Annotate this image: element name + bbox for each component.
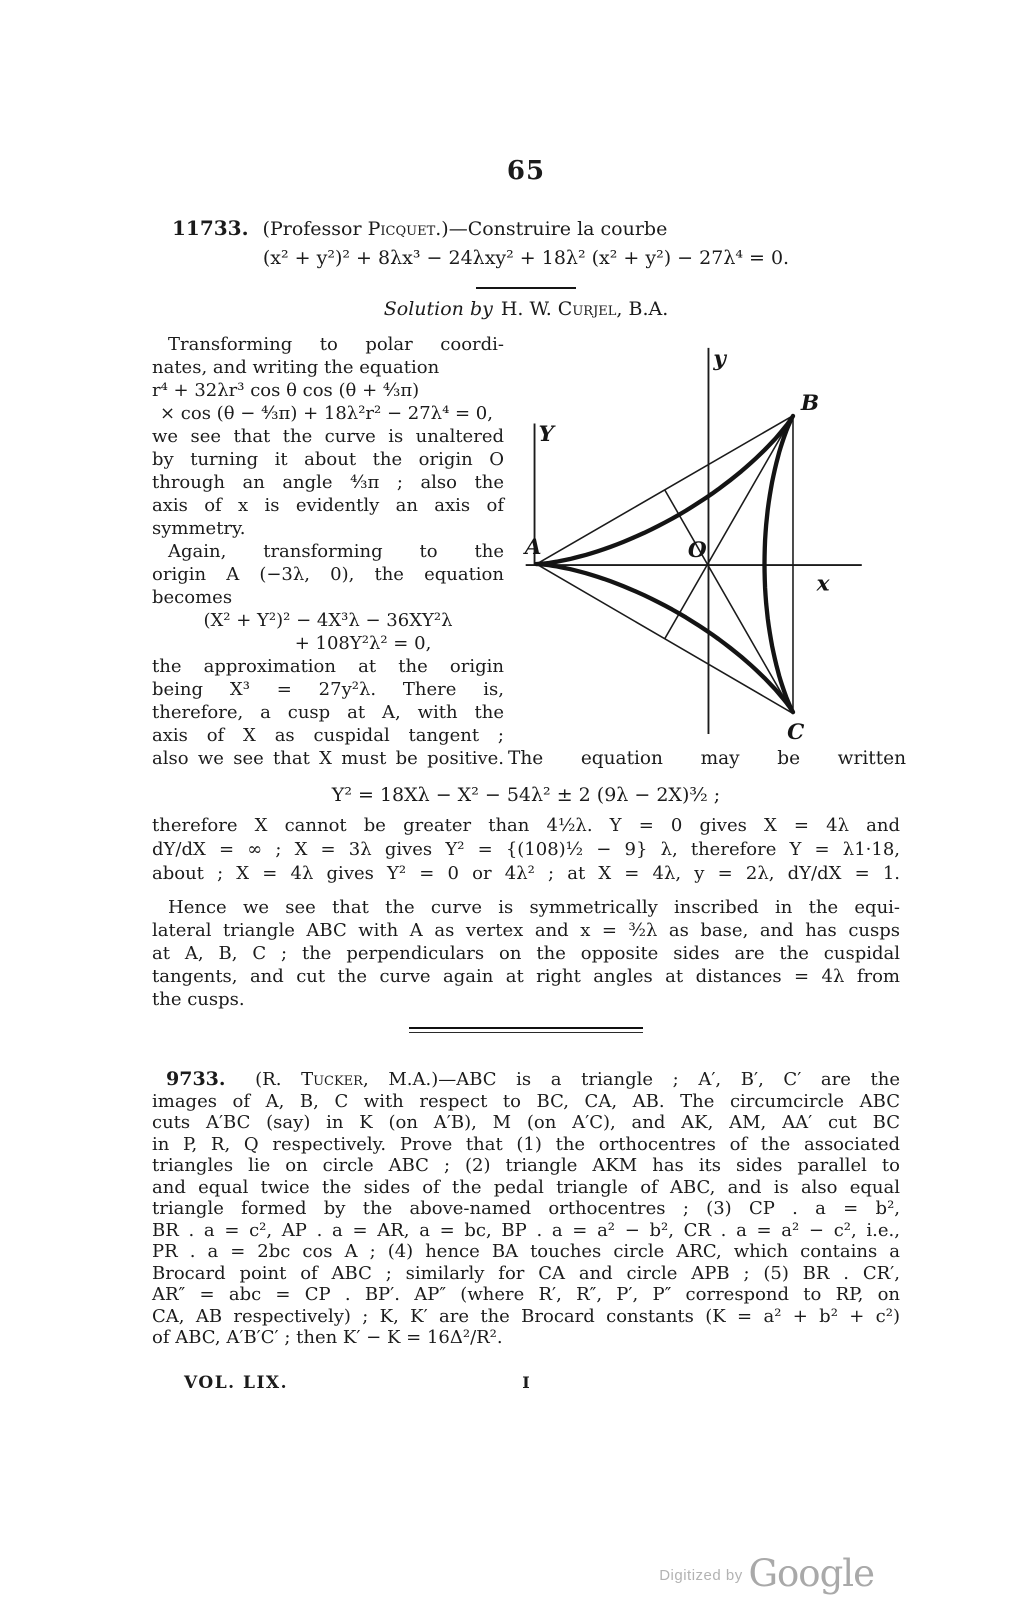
text-line: through an angle ⁴⁄₃π ; also the [152,472,504,493]
problem-11733-heading [152,216,900,240]
google-logo: Google [748,1552,874,1595]
text-line: Again, transforming to the [168,541,504,562]
text-line: triangle formed by the above-named orthocentres ; (3) CP . a = b², [152,1198,900,1219]
axis-label-x: x [816,571,830,597]
divider-top-rule [409,1027,643,1029]
deltoid-curve [536,416,792,712]
text-line: therefore, a cusp at A, with the [152,702,504,723]
text-line: dY/dX = ∞ ; X = 3λ gives Y² = {(108)¹⁄₂ − 9} λ, therefore Y = λ1·18, [152,839,900,860]
text-line: axis of x is evidently an axis of [152,495,504,516]
problem-9733 [152,1069,900,1349]
text-line: BR . a = c², AP . a = AR, a = bc, BP . a = a² − b², CR . a = a² − c², i.e., [152,1219,900,1241]
problem-11733-equation: (x² + y²)² + 8λx³ − 24λxy² + 18λ² (x² + y²) − 27λ⁴ = 0. [262,247,790,269]
text-line: CA, AB respectively) ; K, K′ are the Brocard constants (K = a² + b² + c²) [152,1305,900,1327]
polar-equation [152,379,504,425]
text-line: in P, R, Q respectively. Prove that (1) the orthocentres of the associated [152,1133,900,1155]
axis-label-y: y [713,346,726,372]
paragraph [152,540,504,609]
text-line: (X² + Y²)² − 4X³λ − 36XY²λ [203,610,453,631]
digitized-by-text: Digitized by [659,1567,743,1584]
perpendicular-from-C [665,490,793,714]
text-line: of ABC, A′B′C′ ; then K′ − K = 16Δ²/R². [152,1327,503,1348]
vertex-label-A: A [524,535,542,561]
axis-label-Y: Y [538,422,554,448]
problem-number: 9733. [166,1068,226,1090]
text-line: origin A (−3λ, 0), the equation [152,564,504,585]
text-line: lateral triangle ABC with A as vertex and x = ³⁄₂λ as base, and has cusps [152,920,900,941]
digitized-watermark [659,1552,874,1595]
text-line: tangents, and cut the curve again at right angles at distances = 4λ from [152,966,900,987]
equation-intro-text: The equation may be written [508,748,906,769]
text-line: Hence we see that the curve is symmetrically inscribed in the equi- [168,897,900,918]
problem-9733-first-line: 9733. (R. Tucker, M.A.)—ABC is a triangle ; A′, B′, C′ are the [166,1068,900,1090]
text-line: images of A, B, C with respect to BC, CA, AB. The circumcircle ABC [152,1090,900,1112]
text-line: also we see that X must be positive. [152,748,504,769]
paragraph [152,655,504,770]
section-divider-double-rule [409,1027,643,1033]
signature-mark: I [522,1372,530,1392]
text-line: triangles lie on circle ABC ; (2) triangle AKM has its sides parallel to [152,1155,900,1176]
deltoid-diagram [508,333,906,744]
text-line: at A, B, C ; the perpendiculars on the opposite sides are the cuspidal [152,943,900,964]
text-line: Brocard point of ABC ; similarly for CA and circle APB ; (5) BR . CR′, [152,1262,900,1284]
page-number: 65 [506,156,546,186]
text-line: we see that the curve is unaltered [152,426,504,447]
divider-bottom-rule [409,1032,643,1033]
text-line: therefore X cannot be greater than 4½λ. Y = 0 gives X = 4λ and [152,815,900,836]
vertex-label-C: C [787,719,805,744]
paragraph [152,425,504,540]
main-display-equation: Y² = 18Xλ − X² − 54λ² ± 2 (9λ − 2X)³⁄₂ ; [331,784,721,806]
page-footer [152,1373,900,1395]
paragraph [152,896,900,1011]
text-line: about ; X = 4λ gives Y² = 0 or 4λ² ; at X = 4λ, y = 2λ, dY/dX = 1. [152,863,900,884]
vertex-label-B: B [800,390,820,416]
solution-byline [152,298,900,320]
byline-prefix: Solution by [383,298,493,320]
problem-number: 11733. [172,216,249,240]
text-line: by turning it about the origin O [152,449,504,470]
text-line: the cusps. [152,989,245,1010]
text-line: + 108Y²λ² = 0, [294,633,432,654]
problem-9733-text [152,1091,900,1349]
origin-label-O: O [687,538,707,564]
triangle-side-AB [536,416,792,564]
text-line: axis of X as cuspidal tangent ; [152,725,504,746]
text-line: × cos (θ − ⁴⁄₃π) + 18λ²r² − 27λ⁴ = 0, [160,403,493,424]
text-line: becomes [152,587,233,608]
section-rule [476,287,576,289]
text-line: AR″ = abc = CP . BP′. AP″ (where R′, R″, P′, P″ correspond to RP, on [152,1284,900,1305]
figure-column [504,333,906,769]
text-line: nates, and writing the equation [152,357,440,378]
byline-author: H. W. Curjel, B.A. [500,298,669,320]
text-line: and equal twice the sides of the pedal triangle of ABC, and is also equal [152,1176,900,1198]
deltoid-figure [508,333,906,744]
text-line: r⁴ + 32λr³ cos θ cos (θ + ⁴⁄₃π) [152,380,420,401]
text-line: the approximation at the origin [152,656,504,677]
paragraph [152,814,900,886]
text-line: PR . a = 2bc cos A ; (4) hence BA touches circle ARC, which contains a [152,1241,900,1262]
text-line: being X³ = 27y²λ. There is, [152,679,504,700]
text-line: symmetry. [152,518,246,539]
solution-body [152,333,906,770]
volume-label: VOL. LIX. [184,1372,289,1393]
problem-heading-text: (Professor Picquet.)—Construire la courbe [262,218,668,240]
text-line: Transforming to polar coordi- [168,334,504,355]
solution-text-column [152,333,504,770]
perpendicular-from-B [665,416,793,639]
triangle-side-AC [536,564,792,713]
paragraph [152,333,504,379]
text-line: cuts A′BC (say) in K (on A′B), M (on A′C), and AK, AM, AA′ cut BC [152,1112,900,1133]
transformed-equation [152,609,504,655]
